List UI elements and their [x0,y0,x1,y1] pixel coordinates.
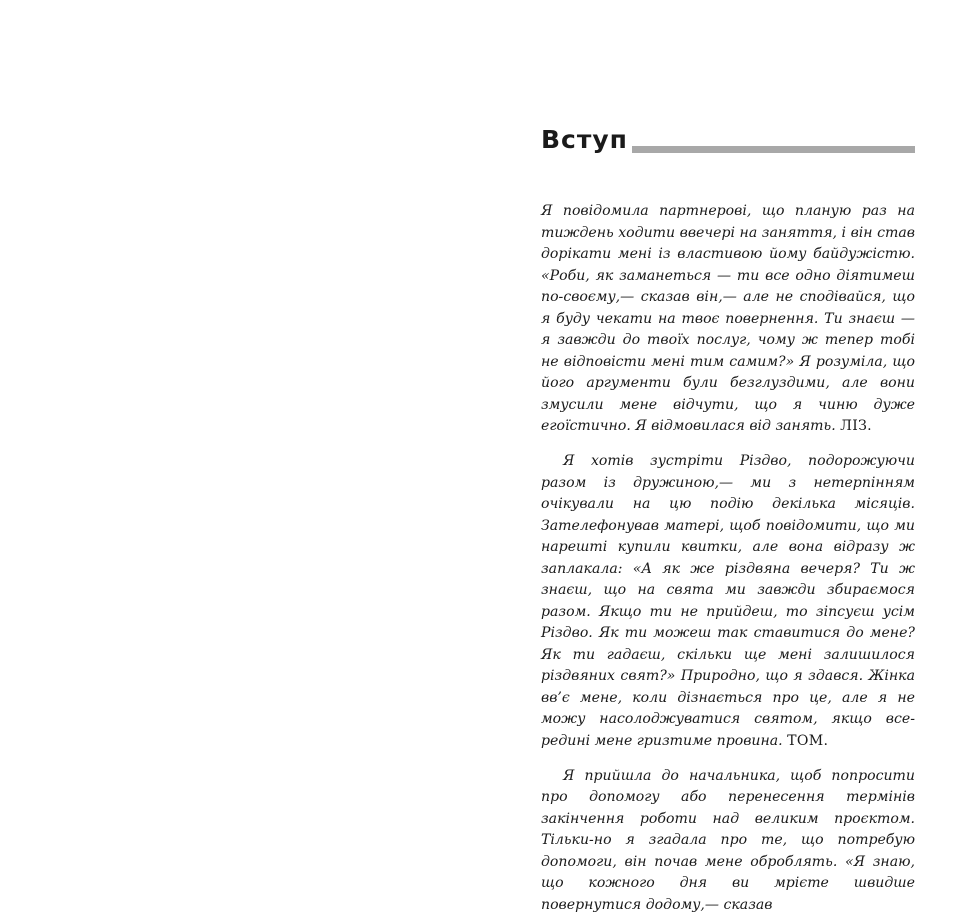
chapter-heading [541,125,915,159]
paragraph-text: Я повідомила партнерові, що планую раз на тиждень ходити ввечері на заняття, і він став дорікати мені із властивою йому байдужістю. «Роби, як заманеться — ти все одно діятимеш по-своєму,— сказав він,— але не сподівайся, що я буду чекати на твоє повернення. Ти знаєш — я завжди до твоїх послуг, чому ж тепер тобі не відповісти мені тим самим?» Я розуміла, що його аргументи були безглуздими, але вони змусили мене відчути, що я чиню дуже егоїстично. Я відмовилася від занять. [541,203,915,434]
body-text [541,201,915,916]
paragraph-text: Я хотів зустріти Різдво, подорожуючи разом із дружиною,— ми з нетерпінням очікували на цю подію декілька місяців. Зателефонував матері, щоб повідомити, що ми нарешті купили квитки, але вона відразу ж заплакала: «А як же різдвяна вечеря? Ти ж знаєш, що на свята ми завжди збираємося разом. Якщо ти не прийдеш, то зіпсуєш усім Різдво. Як ти можеш так ставитися до мене? Як ти гадаєш, скільки ще мені залишилося різдвяних свят?» Природно, що я здався. Жінка вв’є мене, коли дізнається про це, але я не можу насолоджуватися святом, якщо всередині мене гризтиме провина. [541,453,915,749]
right-page [485,0,970,746]
paragraph-signature: ЛІЗ. [840,418,872,434]
paragraph-boss [541,766,915,916]
chapter-title: Вступ [541,125,632,155]
paragraph-text: Я прийшла до начальника, щоб попросити про допомогу або перенесення термінів закінчення роботи над великим проєктом. Тільки-но я згадала про те, що потребую допомоги, він почав мене оброблять. «Я знаю, що кожного дня ви мрієте швидше повернутися додому,— сказав [541,768,915,913]
paragraph-tom [541,451,915,752]
left-page-blank [0,0,485,746]
paragraph-signature: ТОМ. [787,733,828,749]
paragraph-liz [541,201,915,438]
